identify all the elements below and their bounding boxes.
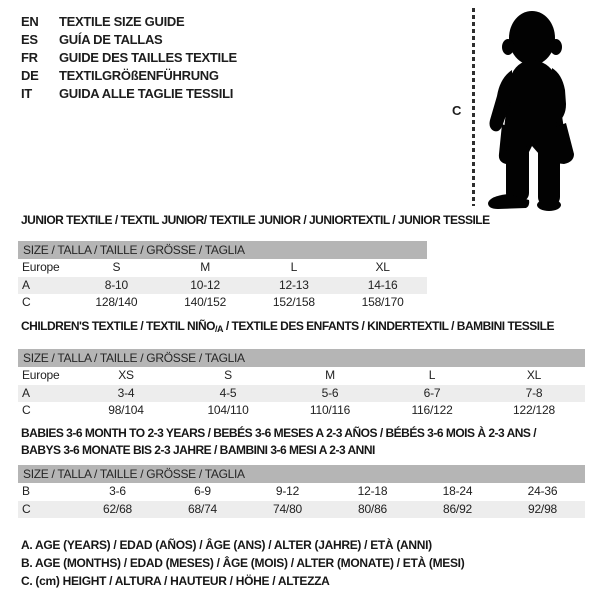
table-cell: 158/170 xyxy=(361,295,404,309)
legend-notes xyxy=(21,536,464,590)
row-label: C xyxy=(22,403,31,417)
table-cell: 6-9 xyxy=(194,484,211,498)
table-row-height xyxy=(18,294,427,312)
table-cell: 14-16 xyxy=(367,277,398,292)
language-title-block xyxy=(21,13,237,103)
table-cell: 8-10 xyxy=(104,277,128,292)
note-age-months: B. AGE (MONTHS) / EDAD (MESES) / ÂGE (MOIS) / ALTER (MONATE) / ETÀ (MESI) xyxy=(21,556,465,570)
table-cell: 152/158 xyxy=(272,295,315,309)
table-cell: 86/92 xyxy=(442,501,473,516)
children-title-sub: /A xyxy=(214,324,223,334)
size-header-bar: SIZE / TALLA / TAILLE / GRÖSSE / TAGLIA xyxy=(18,349,585,367)
table-cell: 12-13 xyxy=(279,277,309,292)
row-label: C xyxy=(22,295,31,309)
table-cell: L xyxy=(290,260,298,274)
table-cell: 92/98 xyxy=(527,501,558,516)
table-cell: 10-12 xyxy=(190,277,220,292)
table-row-height xyxy=(18,402,585,420)
table-cell: 9-12 xyxy=(275,484,300,498)
height-marker-label: C xyxy=(452,103,462,118)
row-label: A xyxy=(22,385,30,400)
table-cell: 74/80 xyxy=(272,501,303,516)
table-cell: XL xyxy=(375,260,390,274)
junior-size-table xyxy=(18,212,490,312)
language-row-en xyxy=(21,13,237,31)
row-label: Europe xyxy=(22,368,60,382)
row-label: B xyxy=(22,484,30,498)
language-row-de xyxy=(21,67,237,85)
table-row-height xyxy=(18,501,585,519)
language-label: TEXTILE SIZE GUIDE xyxy=(59,14,185,29)
row-label: A xyxy=(22,277,30,292)
babies-table-title-line1: BABIES 3-6 MONTH TO 2-3 YEARS / BEBÉS 3-6 MESES A 2-3 AÑOS / BÉBÉS 3-6 MOIS À 2-3 ANS / xyxy=(21,426,537,440)
children-title-pre: CHILDREN'S TEXTILE / TEXTIL NIÑO xyxy=(21,319,215,333)
height-dashed-line xyxy=(472,8,475,206)
table-cell: 3-4 xyxy=(117,385,135,400)
table-cell: 104/110 xyxy=(207,403,249,417)
table-cell: 4-5 xyxy=(219,385,237,400)
table-cell: XL xyxy=(526,368,542,382)
language-label: GUIDE DES TAILLES TEXTILE xyxy=(59,50,237,65)
language-row-fr xyxy=(21,49,237,67)
babies-table-title-line2: BABYS 3-6 MONATE BIS 2-3 JAHRE / BAMBINI 3-6 MESI A 2-3 ANNI xyxy=(21,443,375,457)
table-row-europe xyxy=(18,259,427,277)
table-cell: 6-7 xyxy=(423,385,441,400)
table-cell: 68/74 xyxy=(187,501,218,516)
table-row-age xyxy=(18,385,585,403)
table-cell: 7-8 xyxy=(525,385,543,400)
table-cell: S xyxy=(112,260,121,274)
row-label: C xyxy=(22,501,31,516)
table-cell: 122/128 xyxy=(513,403,555,417)
table-row-age xyxy=(18,277,427,295)
table-cell: 3-6 xyxy=(109,484,126,498)
table-cell: L xyxy=(428,368,436,382)
note-age-years: A. AGE (YEARS) / EDAD (AÑOS) / ÂGE (ANS) / ALTER (JAHRE) / ETÀ (ANNI) xyxy=(21,538,432,552)
table-cell: M xyxy=(200,260,211,274)
language-label: GUIDA ALLE TAGLIE TESSILI xyxy=(59,86,234,101)
language-code: IT xyxy=(21,86,32,101)
table-cell: M xyxy=(325,368,335,382)
table-row-europe xyxy=(18,367,585,385)
language-row-es xyxy=(21,31,237,49)
table-cell: 128/140 xyxy=(95,295,138,309)
junior-table-title: JUNIOR TEXTILE / TEXTIL JUNIOR/ TEXTILE JUNIOR / JUNIORTEXTIL / JUNIOR TESSILE xyxy=(21,213,490,227)
table-cell: 98/104 xyxy=(108,403,144,417)
children-title-post: / TEXTILE DES ENFANTS / KINDERTEXTIL / BAMBINI TESSILE xyxy=(222,319,554,333)
table-cell: XS xyxy=(118,368,134,382)
language-code: EN xyxy=(21,14,39,29)
babies-size-table xyxy=(18,425,585,518)
table-cell: 80/86 xyxy=(357,501,388,516)
table-row-months xyxy=(18,483,585,501)
row-label: Europe xyxy=(22,260,60,274)
table-cell: 116/122 xyxy=(411,403,453,417)
language-code: FR xyxy=(21,50,38,65)
note-height-cm: C. (cm) HEIGHT / ALTURA / HAUTEUR / HÖHE / ALTEZZA xyxy=(21,574,330,588)
table-cell: 24-36 xyxy=(527,484,558,498)
table-cell: 62/68 xyxy=(102,501,133,516)
language-label: GUÍA DE TALLAS xyxy=(59,32,163,47)
language-code: DE xyxy=(21,68,39,83)
table-cell: 18-24 xyxy=(442,484,473,498)
table-cell: S xyxy=(224,368,232,382)
size-header-bar: SIZE / TALLA / TAILLE / GRÖSSE / TAGLIA xyxy=(18,465,585,483)
children-size-table xyxy=(18,318,585,420)
language-row-it xyxy=(21,85,237,103)
size-header-bar: SIZE / TALLA / TAILLE / GRÖSSE / TAGLIA xyxy=(18,241,427,259)
language-code: ES xyxy=(21,32,38,47)
table-cell: 12-18 xyxy=(357,484,388,498)
table-cell: 5-6 xyxy=(321,385,339,400)
table-cell: 110/116 xyxy=(309,403,351,417)
language-label: TEXTILGRÖßENFÜHRUNG xyxy=(59,68,219,83)
children-table-title xyxy=(18,318,585,335)
toddler-silhouette-icon xyxy=(486,4,594,212)
table-cell: 140/152 xyxy=(184,295,227,309)
